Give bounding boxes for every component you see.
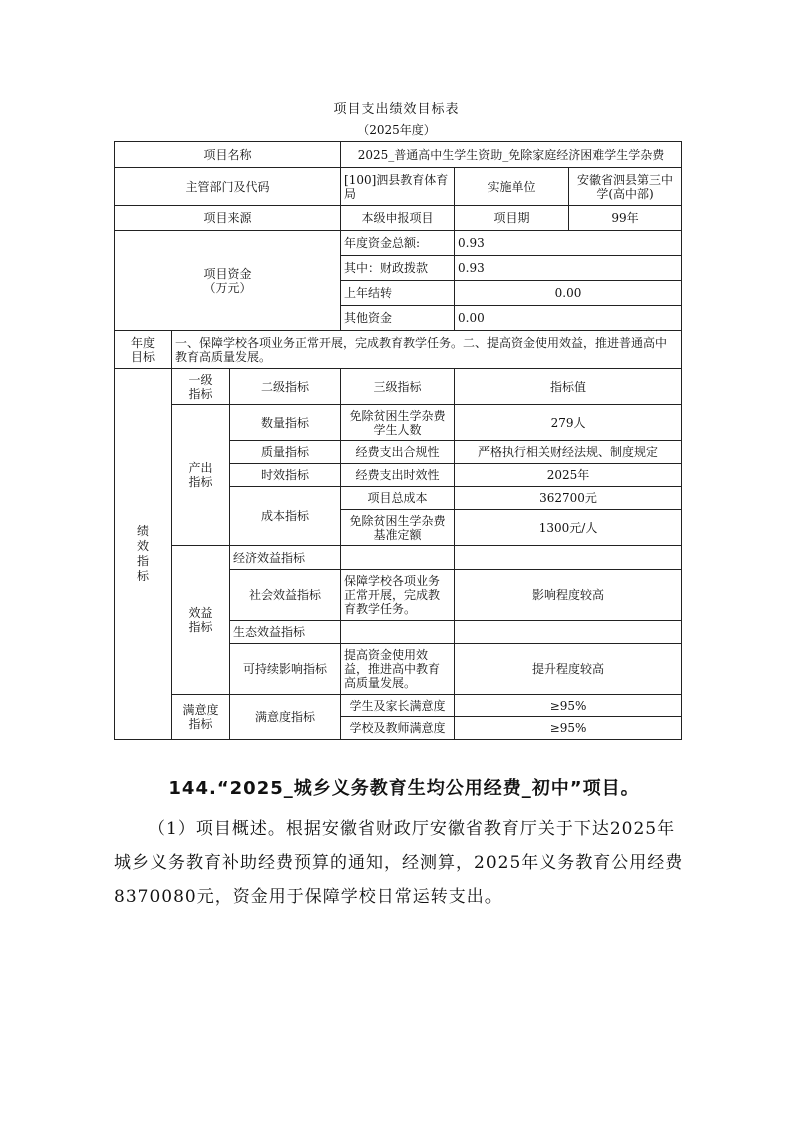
satisfaction-label bbox=[172, 695, 230, 740]
benefit-value bbox=[455, 546, 682, 570]
period-label: 项目期 bbox=[455, 206, 569, 231]
table-row bbox=[115, 546, 682, 570]
funds-other-label: 其他资金 bbox=[341, 306, 455, 331]
benefit-l3 bbox=[341, 546, 455, 570]
hdr-value: 指标值 bbox=[455, 369, 682, 405]
output-value: 2025年 bbox=[455, 464, 682, 487]
satisfaction-l3: 学生及家长满意度 bbox=[341, 695, 455, 717]
satisfaction-label-text: 满意度指标 bbox=[182, 703, 219, 731]
perf-label bbox=[115, 369, 172, 740]
hdr-level1-text: 一级指标 bbox=[188, 372, 213, 401]
output-value: 严格执行相关财经法规、制度规定 bbox=[455, 441, 682, 464]
funds-total-value: 0.93 bbox=[455, 231, 682, 256]
hdr-level3: 三级指标 bbox=[341, 369, 455, 405]
section-paragraph bbox=[114, 812, 684, 914]
benefit-l2: 经济效益指标 bbox=[230, 546, 341, 570]
benefit-l2: 可持续影响指标 bbox=[230, 644, 341, 695]
output-label bbox=[172, 405, 230, 546]
table-year: （2025年度） bbox=[357, 123, 436, 137]
performance-goal-table bbox=[114, 141, 682, 740]
output-label-text: 产出指标 bbox=[188, 461, 213, 489]
project-name-label: 项目名称 bbox=[115, 142, 341, 168]
output-l3: 免除贫困生学杂费学生人数 bbox=[341, 405, 455, 441]
table-title: 项目支出绩效目标表 bbox=[333, 102, 460, 117]
output-value: 362700元 bbox=[455, 487, 682, 510]
funds-carryover-value: 0.00 bbox=[455, 281, 682, 306]
table-row bbox=[115, 369, 682, 405]
dept-value: [100]泗县教育体育局 bbox=[341, 168, 455, 206]
satisfaction-value: ≥95% bbox=[455, 695, 682, 717]
output-value: 279人 bbox=[455, 405, 682, 441]
annual-goal-label-text: 年度目标 bbox=[130, 335, 155, 364]
dept-label: 主管部门及代码 bbox=[115, 168, 341, 206]
satisfaction-value: ≥95% bbox=[455, 717, 682, 740]
output-l3: 免除贫困生学杂费基准定额 bbox=[341, 510, 455, 546]
section-heading: 144.“2025_城乡义务教育生均公用经费_初中”项目。 bbox=[168, 778, 640, 799]
funds-other-value: 0.00 bbox=[455, 306, 682, 331]
perf-label-text: 绩效指标 bbox=[136, 524, 149, 583]
funds-total-label: 年度资金总额: bbox=[341, 231, 455, 256]
table-row bbox=[115, 142, 682, 168]
satisfaction-l3: 学校及教师满意度 bbox=[341, 717, 455, 740]
table-row bbox=[115, 168, 682, 206]
table-row bbox=[115, 405, 682, 441]
table-row bbox=[115, 231, 682, 256]
satisfaction-l2: 满意度指标 bbox=[230, 695, 341, 740]
output-l2: 质量指标 bbox=[230, 441, 341, 464]
output-l2: 时效指标 bbox=[230, 464, 341, 487]
paragraph-text: （1）项目概述。根据安徽省财政厅安徽省教育厅关于下达2025年城乡义务教育补助经费预算的通知，经测算，2025年义务教育公用经费8370080元，资金用于保障学校日常运转支出。 bbox=[114, 819, 684, 907]
table-row bbox=[115, 695, 682, 717]
annual-goal-label bbox=[115, 331, 172, 369]
output-l3: 经费支出时效性 bbox=[341, 464, 455, 487]
output-l3: 经费支出合规性 bbox=[341, 441, 455, 464]
output-l3: 项目总成本 bbox=[341, 487, 455, 510]
period-value: 99年 bbox=[569, 206, 682, 231]
benefit-l2: 生态效益指标 bbox=[230, 621, 341, 644]
hdr-level1 bbox=[172, 369, 230, 405]
table-row bbox=[115, 331, 682, 369]
output-value: 1300元/人 bbox=[455, 510, 682, 546]
benefit-l2: 社会效益指标 bbox=[230, 570, 341, 621]
impl-label: 实施单位 bbox=[455, 168, 569, 206]
funds-label-text: 项目资金（万元） bbox=[203, 266, 252, 295]
output-l2: 成本指标 bbox=[230, 487, 341, 546]
benefit-label-text: 效益指标 bbox=[188, 606, 213, 634]
table-row bbox=[115, 206, 682, 231]
benefit-value: 提升程度较高 bbox=[455, 644, 682, 695]
output-l2: 数量指标 bbox=[230, 405, 341, 441]
benefit-label bbox=[172, 546, 230, 695]
funds-label bbox=[115, 231, 341, 331]
impl-value: 安徽省泗县第三中学(高中部) bbox=[569, 168, 682, 206]
benefit-l3: 保障学校各项业务正常开展，完成教育教学任务。 bbox=[341, 570, 455, 621]
source-value: 本级申报项目 bbox=[341, 206, 455, 231]
source-label: 项目来源 bbox=[115, 206, 341, 231]
benefit-l3 bbox=[341, 621, 455, 644]
funds-carryover-label: 上年结转 bbox=[341, 281, 455, 306]
annual-goal-value: 一、保障学校各项业务正常开展，完成教育教学任务。二、提高资金使用效益，推进普通高中教育高质量发展。 bbox=[172, 331, 682, 369]
funds-fiscal-label: 其中：财政拨款 bbox=[341, 256, 455, 281]
funds-fiscal-value: 0.93 bbox=[455, 256, 682, 281]
benefit-value bbox=[455, 621, 682, 644]
project-name-value: 2025_普通高中生学生资助_免除家庭经济困难学生学杂费 bbox=[341, 142, 682, 168]
benefit-value: 影响程度较高 bbox=[455, 570, 682, 621]
benefit-l3: 提高资金使用效益，推进高中教育高质量发展。 bbox=[341, 644, 455, 695]
hdr-level2: 二级指标 bbox=[230, 369, 341, 405]
